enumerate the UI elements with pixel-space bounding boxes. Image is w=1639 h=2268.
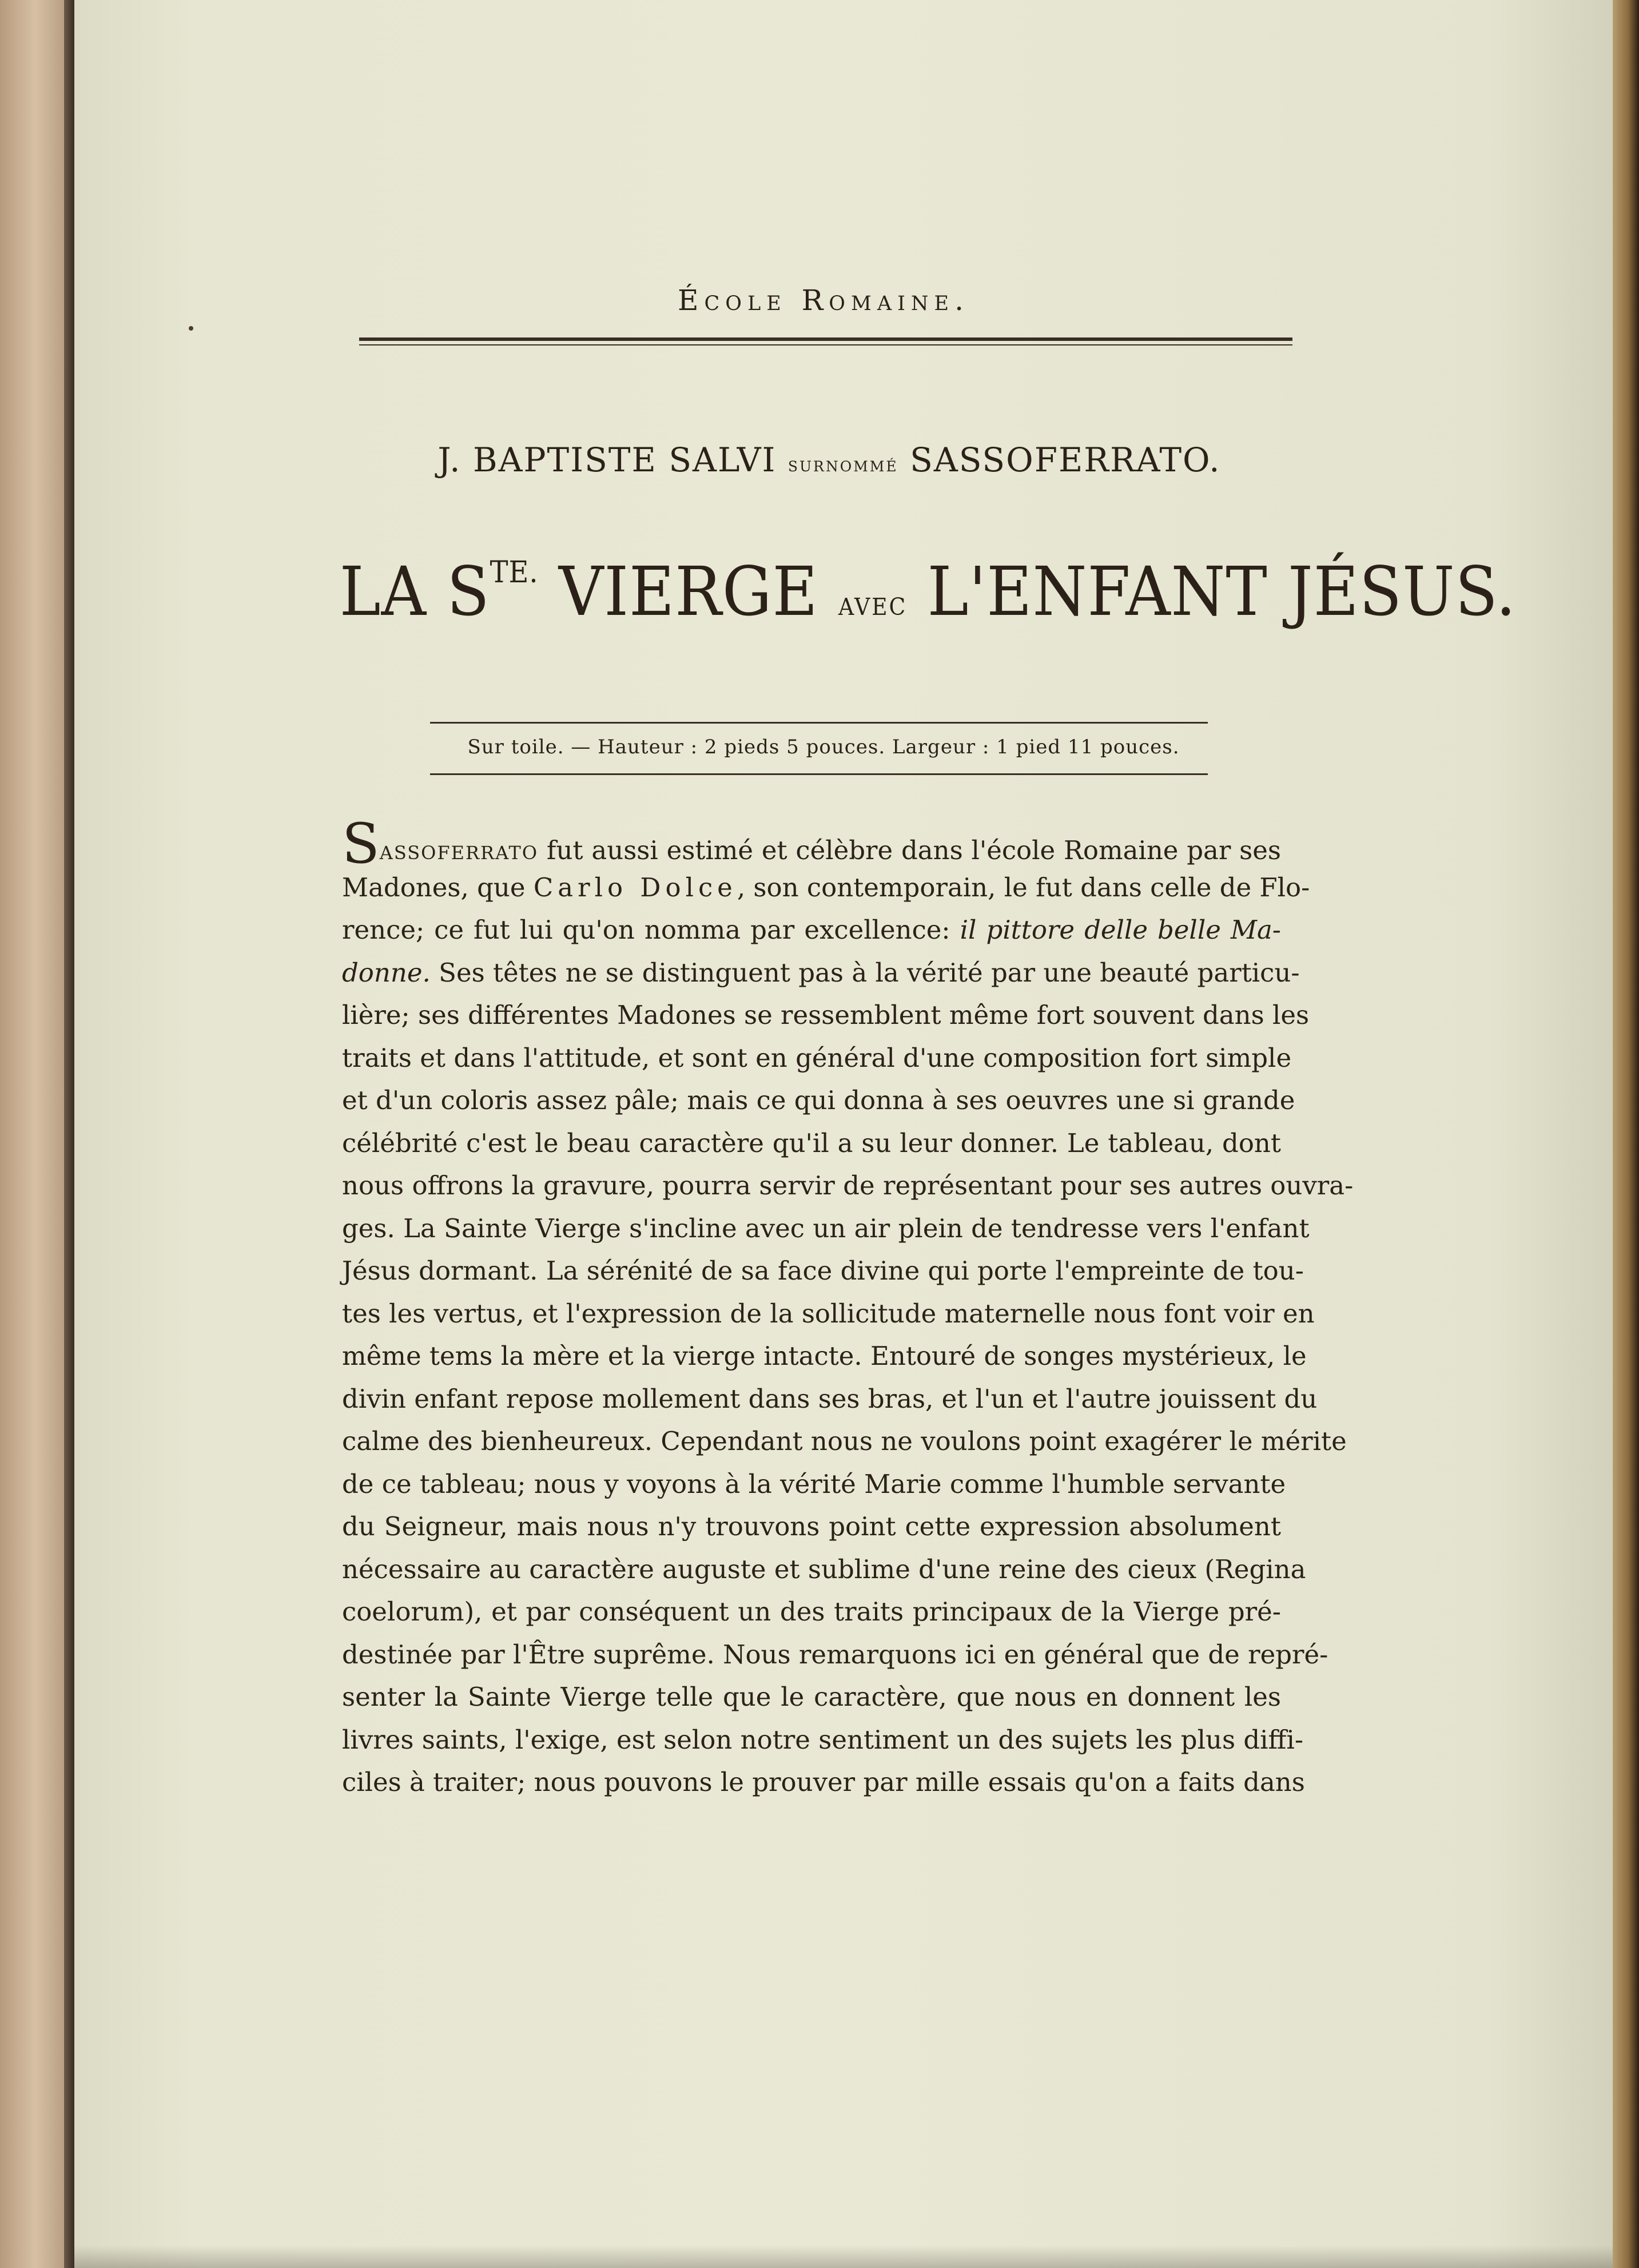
- painter-name-start: J. BAPTISTE SALVI: [437, 440, 777, 479]
- page-bottom-shadow: [74, 2245, 1613, 2268]
- body-line: traits et dans l'attitude, et sont en général d'une composition fort simple: [342, 1042, 1292, 1073]
- body-line: de ce tableau; nous y voyons à la vérité Marie comme l'humble servante: [342, 1468, 1286, 1499]
- body-line-2-spaced-name: Carlo Dolce: [533, 872, 737, 903]
- title-superscript: TE.: [490, 555, 539, 590]
- title-part-1: LA S: [339, 552, 490, 631]
- body-line: tes les vertus, et l'expression de la sollicitude maternelle nous font voir en: [342, 1298, 1315, 1329]
- painter-surnamed: surnommé: [787, 453, 898, 476]
- body-line-4-italic: donne.: [342, 957, 431, 988]
- body-line: nous offrons la gravure, pourra servir de représentant pour ses autres ouvra-: [342, 1170, 1354, 1201]
- body-line-2-a: Madones, que: [342, 872, 534, 903]
- body-line: senter la Sainte Vierge telle que le caractère, que nous en donnent les: [342, 1682, 1281, 1712]
- book-binding: [64, 0, 74, 2268]
- dimensions-caption: Sur toile. — Hauteur : 2 pieds 5 pouces. Largeur : 1 pied 11 pouces.: [467, 736, 1180, 758]
- school-heading: École Romaine.: [677, 284, 969, 317]
- body-line: lière; ses différentes Madones se ressemblent même fort souvent dans les: [342, 1000, 1310, 1030]
- artwork-title: [339, 552, 1517, 631]
- title-part-2: VIERGE: [538, 552, 839, 631]
- body-line-3-a: rence; ce fut lui qu'on nomma par excellence:: [342, 915, 960, 945]
- page-right-edge: [1613, 0, 1639, 2268]
- body-line: du Seigneur, mais nous n'y trouvons point cette expression absolument: [342, 1511, 1281, 1542]
- drop-cap: S: [342, 812, 380, 876]
- body-line: ges. La Sainte Vierge s'incline avec un air plein de tendresse vers l'enfant: [342, 1213, 1310, 1244]
- body-line: nécessaire au caractère auguste et sublime d'une reine des cieux (Regina: [342, 1554, 1306, 1584]
- body-line: Jésus dormant. La sérénité de sa face divine qui porte l'empreinte de tou-: [342, 1256, 1304, 1286]
- body-line: divin enfant repose mollement dans ses bras, et l'un et l'autre jouissent du: [342, 1383, 1318, 1414]
- body-line: ciles à traiter; nous pouvons le prouver par mille essais qu'on a faits dans: [342, 1767, 1305, 1797]
- body-line: célébrité c'est le beau caractère qu'il a su leur donner. Le tableau, dont: [342, 1127, 1281, 1158]
- title-part-3: L'ENFANT JÉSUS.: [907, 552, 1517, 631]
- body-line: coelorum), et par conséquent un des traits principaux de la Vierge pré-: [342, 1596, 1281, 1627]
- painter-name: [400, 440, 1258, 479]
- body-line-2: [342, 867, 1310, 909]
- previous-page-edge: [0, 0, 64, 2268]
- body-line: même tems la mère et la vierge intacte. Entouré de songes mystérieux, le: [342, 1341, 1307, 1371]
- body-line-4-b: Ses têtes ne se distinguent pas à la vérité par une beauté particu-: [430, 957, 1300, 988]
- painter-name-end: SASSOFERRATO.: [910, 440, 1221, 479]
- body-line: livres saints, l'exige, est selon notre sentiment un des sujets les plus diffi-: [342, 1724, 1304, 1755]
- body-line-2-b: , son contemporain, le fut dans celle de Flo-: [737, 872, 1310, 903]
- title-avec: avec: [838, 584, 908, 623]
- body-line: calme des bienheureux. Cependant nous ne voulons point exagérer le mérite: [342, 1426, 1347, 1456]
- body-line-1: [342, 812, 1281, 876]
- body-line: et d'un coloris assez pâle; mais ce qui donna à ses oeuvres une si grande: [342, 1085, 1295, 1115]
- body-text: [342, 812, 1354, 1804]
- body-line-3-italic: il pittore delle belle Ma-: [960, 915, 1282, 945]
- body-line: destinée par l'Être suprême. Nous remarquons ici en général que de repré-: [342, 1639, 1328, 1670]
- body-line-1-rest: fut aussi estimé et célèbre dans l'école Romaine par ses: [538, 835, 1281, 865]
- margin-mark: [189, 326, 193, 331]
- body-line-4: [342, 952, 1300, 995]
- lead-caps: assoferrato: [379, 835, 539, 865]
- body-line-3: [342, 909, 1281, 952]
